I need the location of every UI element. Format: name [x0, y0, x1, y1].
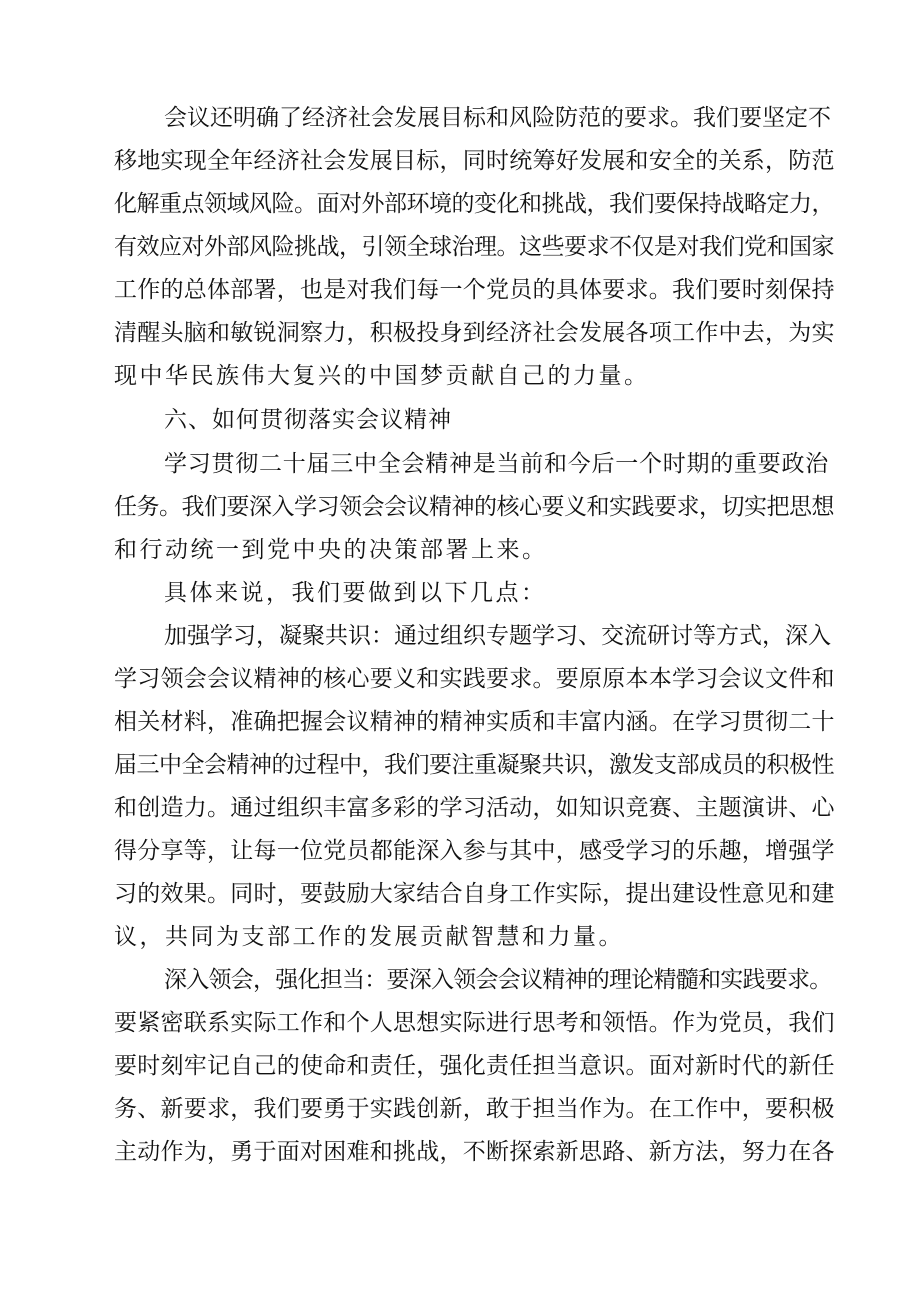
- paragraph-line: 和行动统一到党中央的决策部署上来。: [114, 537, 548, 563]
- paragraph-line: 习的效果。同时，要鼓励大家结合自身工作实际，提出建设性意见和建: [114, 881, 835, 907]
- paragraph-line: 任务。我们要深入学习领会会议精神的核心要义和实践要求，切实把思想: [114, 494, 834, 520]
- paragraph-line: 会议还明确了经济社会发展目标和风险防范的要求。我们要坚定不: [164, 105, 831, 131]
- paragraph-line: 要紧密联系实际工作和个人思想实际进行思考和领悟。作为党员，我们: [114, 1010, 835, 1036]
- paragraph-line: 得分享等，让每一位党员都能深入参与其中，感受学习的乐趣，增强学: [114, 838, 835, 864]
- paragraph-line: 化解重点领域风险。面对外部环境的变化和挑战，我们要保持战略定力，: [114, 191, 834, 217]
- paragraph-line: 主动作为，勇于面对困难和挑战，不断探索新思路、新方法，努力在各: [114, 1139, 835, 1165]
- paragraph-line: 相关材料，准确把握会议精神的精神实质和丰富内涵。在学习贯彻二十: [114, 709, 835, 735]
- section-heading: 六、如何贯彻落实会议精神: [164, 407, 452, 433]
- paragraph-line: 清醒头脑和敏锐洞察力，积极投身到经济社会发展各项工作中去，为实: [114, 320, 835, 346]
- paragraph-line: 务、新要求，我们要勇于实践创新，敢于担当作为。在工作中，要积极: [114, 1096, 835, 1122]
- paragraph-line: 有效应对外部风险挑战，引领全球治理。这些要求不仅是对我们党和国家: [114, 234, 834, 260]
- paragraph-line: 现中华民族伟大复兴的中国梦贡献自己的力量。: [114, 363, 650, 389]
- paragraph-line: 议，共同为支部工作的发展贡献智慧和力量。: [114, 924, 624, 950]
- paragraph-line: 移地实现全年经济社会发展目标，同时统筹好发展和安全的关系，防范: [114, 148, 835, 174]
- paragraph-line: 加强学习，凝聚共识：通过组织专题学习、交流研讨等方式，深入: [164, 623, 831, 649]
- paragraph-line: 工作的总体部署，也是对我们每一个党员的具体要求。我们要时刻保持: [114, 277, 835, 303]
- paragraph-line: 学习贯彻二十届三中全会精神是当前和今后一个时期的重要政治: [164, 451, 829, 477]
- paragraph-line: 深入领会，强化担当：要深入领会会议精神的理论精髓和实践要求。: [164, 967, 832, 993]
- paragraph-line: 届三中全会精神的过程中，我们要注重凝聚共识，激发支部成员的积极性: [114, 752, 834, 778]
- paragraph-line: 具体来说，我们要做到以下几点：: [164, 580, 547, 606]
- paragraph-line: 学习领会会议精神的核心要义和实践要求。要原原本本学习会议文件和: [114, 666, 835, 692]
- paragraph-line: 和创造力。通过组织丰富多彩的学习活动，如知识竞赛、主题演讲、心: [114, 795, 835, 821]
- paragraph-line: 要时刻牢记自己的使命和责任，强化责任担当意识。面对新时代的新任: [114, 1053, 835, 1079]
